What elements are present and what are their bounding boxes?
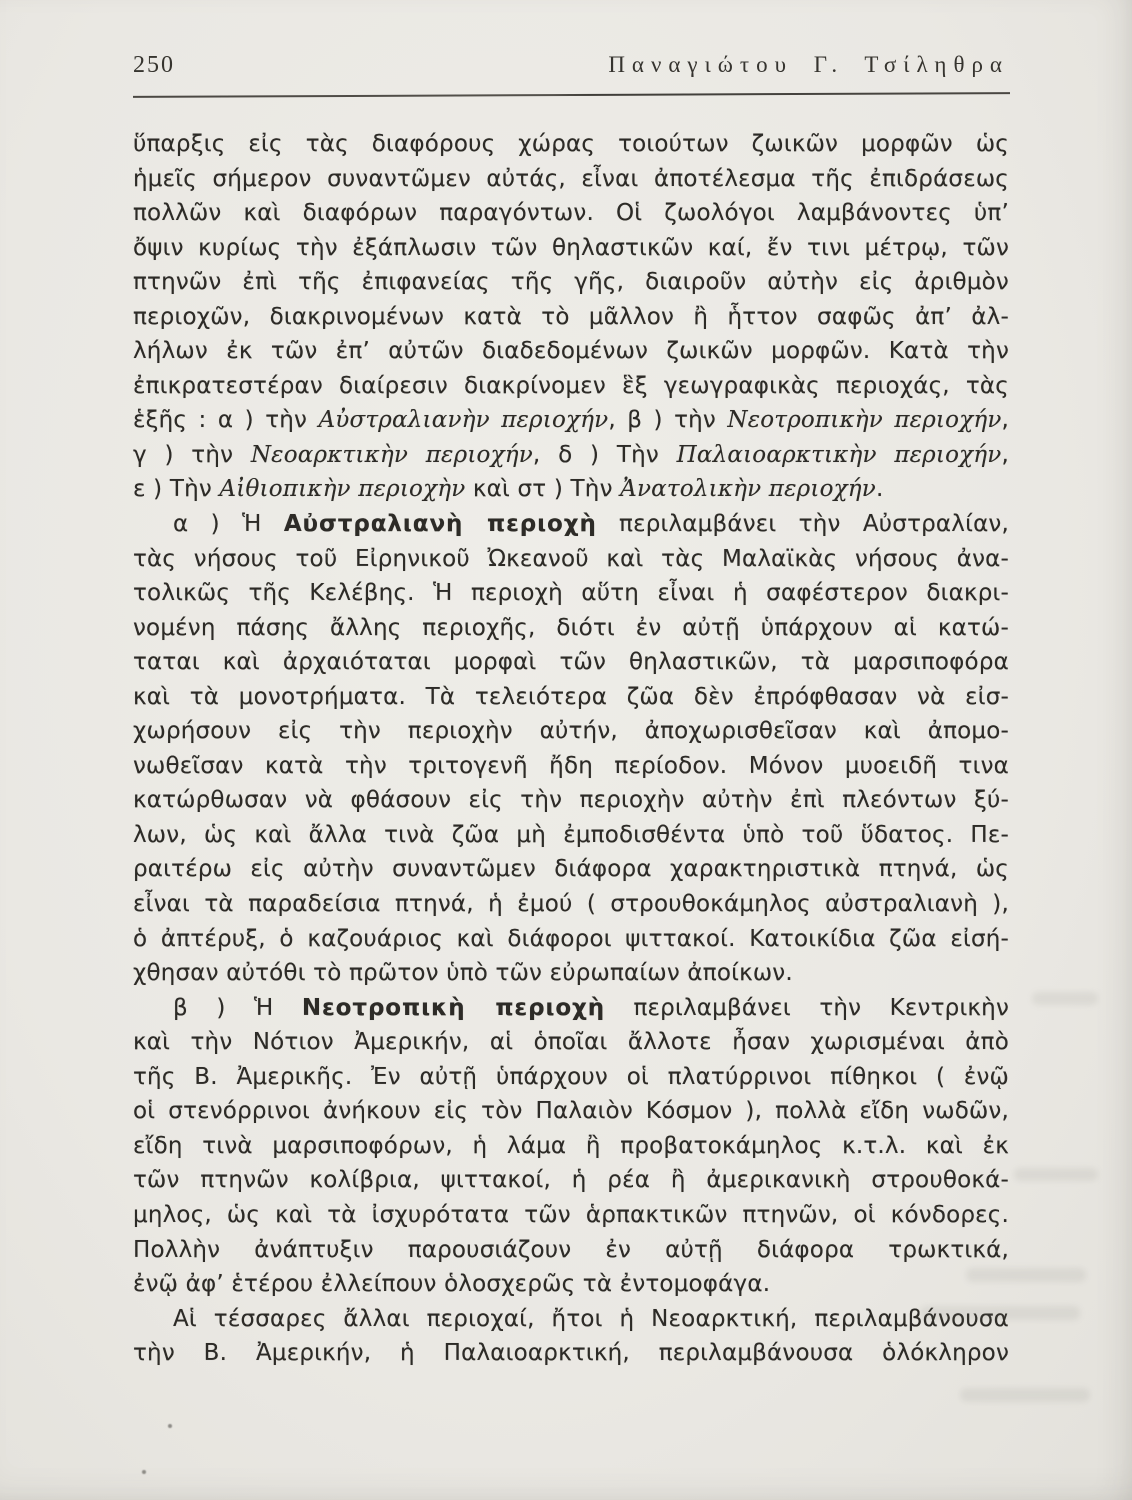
body-text: χωρήσουν εἰς τὴν περιοχὴν αὐτήν, ἀποχωρισθεῖσαν καὶ ἀπομο- xyxy=(133,718,1009,745)
body-text: Πολλὴν ἀνάπτυξιν παρουσιάζουν ἐν αὐτῇ διάφορα τρωκτικά, xyxy=(133,1236,1009,1263)
body-text: περιοχῶν, διακρινομένων κατὰ τὸ μᾶλλον ἢ ἧττον σαφῶς ἀπ’ ἀλ- xyxy=(133,303,1009,330)
body-text: Αἱ τέσσαρες ἄλλαι περιοχαί, ἤτοι ἡ Νεοαρκτική, περιλαμβάνουσα xyxy=(173,1305,1009,1332)
page-header xyxy=(133,52,1009,79)
body-text: νωθεῖσαν κατὰ τὴν τριτογενῆ ἤδη περίοδον. Μόνον μυοειδῆ τινα xyxy=(133,752,1009,779)
body-text: καὶ τὰ μονοτρήματα. Τὰ τελειότερα ζῶα δὲν ἐπρόφθασαν νὰ εἰσ- xyxy=(133,683,1009,710)
text-line xyxy=(133,922,1009,957)
region-name-italic: Ἀνατολικὴν περιοχήν xyxy=(620,476,876,503)
text-line xyxy=(133,300,1009,335)
text-line xyxy=(133,991,1009,1026)
body-text: τῆς Β. Ἀμερικῆς. Ἐν αὐτῇ ὑπάρχουν οἱ πλατύρρινοι πίθηκοι ( ἐνῷ xyxy=(133,1063,1009,1090)
bleedthrough-smudge xyxy=(1014,1168,1098,1181)
body-text: τολικῶς τῆς Κελέβης. Ἡ περιοχὴ αὕτη εἶναι ἡ σαφέστερον διακρι- xyxy=(133,580,1009,607)
body-text: β ) Ἡ xyxy=(173,994,302,1021)
scan-speck xyxy=(142,1470,146,1474)
body-text: ἑξῆς : α ) τὴν xyxy=(133,407,319,434)
text-line xyxy=(133,1129,1009,1164)
body-text: λήλων ἐκ τῶν ἐπ’ αὐτῶν διαδεδομένων ζωικῶν μορφῶν. Κατὰ τὴν xyxy=(133,338,1009,365)
body-text: ἐνῷ ἀφ’ ἑτέρου ἐλλείπουν ὁλοσχερῶς τὰ ἐντομοφάγα. xyxy=(133,1271,771,1298)
text-line xyxy=(133,1094,1009,1129)
body-text: λων, ὡς καὶ ἄλλα τινὰ ζῶα μὴ ἐμποδισθέντα ὑπὸ τοῦ ὕδατος. Πε- xyxy=(133,821,1009,848)
region-heading-bold: Αὐστραλιανὴ περιοχὴ xyxy=(283,511,597,538)
body-text: τὴν Β. Ἀμερικήν, ἡ Παλαιοαρκτική, περιλαμβάνουσα ὁλόκληρον xyxy=(133,1340,1009,1367)
body-text: , β ) τὴν xyxy=(608,407,728,434)
text-line xyxy=(133,1302,1009,1337)
text-line xyxy=(133,403,1009,438)
text-line xyxy=(133,265,1009,300)
body-text: καὶ τὴν Νότιον Ἀμερικήν, αἱ ὁποῖαι ἄλλοτε ἦσαν χωρισμέναι ἀπὸ xyxy=(133,1029,1009,1056)
body-text: . xyxy=(875,476,884,503)
text-line xyxy=(133,369,1009,404)
text-line xyxy=(133,1233,1009,1268)
body-text: νομένη πάσης ἄλλης περιοχῆς, διότι ἐν αὐτῇ ὑπάρχουν αἱ κατώ- xyxy=(133,614,1009,641)
body-text: , xyxy=(1001,441,1009,468)
text-line xyxy=(133,576,1009,611)
region-name-italic: Νεοαρκτικὴν περιοχήν xyxy=(250,441,533,468)
body-text: ὄψιν κυρίως τὴν ἐξάπλωσιν τῶν θηλαστικῶν καί, ἔν τινι μέτρῳ, τῶν xyxy=(133,234,1009,261)
region-name-italic: Αἰθιοπικὴν περιοχὴν xyxy=(219,476,466,503)
text-line xyxy=(133,852,1009,887)
text-line xyxy=(133,611,1009,646)
text-line xyxy=(133,645,1009,680)
running-title: Παναγιώτου Γ. Τσίληθρα xyxy=(608,52,1009,77)
body-text: εἶναι τὰ παραδείσια πτηνά, ἡ ἐμού ( στρουθοκάμηλος αὐστραλιανὴ ), xyxy=(133,891,1009,918)
text-line xyxy=(133,1025,1009,1060)
text-line xyxy=(133,714,1009,749)
body-text: περιλαμβάνει τὴν Αὐστραλίαν, xyxy=(596,511,1009,538)
body-text: πολλῶν καὶ διαφόρων παραγόντων. Οἱ ζωολόγοι λαμβάνοντες ὑπ’ xyxy=(133,200,1009,227)
body-text: α ) Ἡ xyxy=(173,511,284,538)
body-text: ἐπικρατεστέραν διαίρεσιν διακρίνομεν ἓξ γεωγραφικὰς περιοχάς, τὰς xyxy=(133,372,1009,399)
text-line xyxy=(133,1267,1009,1302)
text-line xyxy=(133,680,1009,715)
body-text: ταται καὶ ἀρχαιόταται μορφαὶ τῶν θηλαστικῶν, τὰ μαρσιποφόρα xyxy=(133,649,1009,676)
text-line xyxy=(133,1198,1009,1233)
body-text: ἡμεῖς σήμερον συναντῶμεν αὐτάς, εἶναι ἀποτέλεσμα τῆς ἐπιδράσεως xyxy=(133,165,1009,192)
body-text: γ ) τὴν xyxy=(133,441,251,468)
body-text: πτηνῶν ἐπὶ τῆς ἐπιφανείας τῆς γῆς, διαιροῦν αὐτὴν εἰς ἀριθμὸν xyxy=(133,269,1009,296)
body-text: , xyxy=(1001,407,1010,434)
bleedthrough-smudge xyxy=(966,1268,1086,1282)
body-text: εἴδη τινὰ μαρσιποφόρων, ἡ λάμα ἢ προβατοκάμηλος κ.τ.λ. καὶ ἐκ xyxy=(133,1132,1009,1159)
body-text: μηλος, ὡς καὶ τὰ ἰσχυρότατα τῶν ἁρπακτικῶν πτηνῶν, οἱ κόνδορες. xyxy=(133,1201,1009,1228)
body-text: τὰς νήσους τοῦ Εἰρηνικοῦ Ὠκεανοῦ καὶ τὰς Μαλαϊκὰς νήσους ἀνα- xyxy=(133,545,1009,572)
text-line xyxy=(133,1060,1009,1095)
body-text: ὁ ἀπτέρυξ, ὁ καζουάριος καὶ διάφοροι ψιττακοί. Κατοικίδια ζῶα εἰσή- xyxy=(133,925,1009,952)
body-text: ραιτέρω εἰς αὐτὴν συναντῶμεν διάφορα χαρακτηριστικὰ πτηνά, ὡς xyxy=(133,856,1009,883)
body-text: ε ) Τὴν xyxy=(133,476,220,503)
region-name-italic: Αὐστραλιανὴν περιοχήν xyxy=(318,407,609,434)
scan-speck xyxy=(168,1424,172,1428)
text-line xyxy=(133,472,1009,507)
text-line xyxy=(133,196,1009,231)
text-line xyxy=(133,507,1009,542)
text-line xyxy=(133,956,1009,991)
body-text: χθησαν αὐτόθι τὸ πρῶτον ὑπὸ τῶν εὐρωπαίων ἀποίκων. xyxy=(133,960,793,987)
text-line xyxy=(133,127,1009,162)
text-line xyxy=(133,783,1009,818)
body-text: , δ ) Τὴν xyxy=(532,441,677,468)
region-name-italic: Νεοτροπικὴν περιοχήν xyxy=(727,407,1002,434)
text-line xyxy=(133,542,1009,577)
bleedthrough-smudge xyxy=(920,1306,1080,1320)
text-line xyxy=(133,749,1009,784)
text-line xyxy=(133,334,1009,369)
text-line xyxy=(133,1163,1009,1198)
text-line xyxy=(133,438,1009,473)
header-rule xyxy=(133,92,1010,98)
body-text: τῶν πτηνῶν κολίβρια, ψιττακοί, ἡ ρέα ἢ ἀμερικανικὴ στρουθοκά- xyxy=(133,1167,1009,1194)
body-text: ὕπαρξις εἰς τὰς διαφόρους χώρας τοιούτων ζωικῶν μορφῶν ὡς xyxy=(133,131,1009,157)
text-line xyxy=(133,818,1009,853)
text-line xyxy=(133,1336,1009,1371)
body-text: καὶ στ ) Τὴν xyxy=(465,476,621,503)
text-line xyxy=(133,231,1009,266)
text-line xyxy=(133,162,1009,197)
body-text: οἱ στενόρρινοι ἀνήκουν εἰς τὸν Παλαιὸν Κόσμον ), πολλὰ εἴδη νωδῶν, xyxy=(133,1098,1009,1125)
region-heading-bold: Νεοτροπικὴ περιοχὴ xyxy=(301,994,606,1021)
text-block xyxy=(133,127,1009,1371)
bleedthrough-smudge xyxy=(1032,992,1098,1005)
body-text: κατώρθωσαν νὰ φθάσουν εἰς τὴν περιοχὴν αὐτὴν ἐπὶ πλεόντων ξύ- xyxy=(133,787,1009,814)
page-number: 250 xyxy=(133,52,175,78)
text-line xyxy=(133,887,1009,922)
body-text: περιλαμβάνει τὴν Κεντρικὴν xyxy=(605,994,1010,1021)
region-name-italic: Παλαιοαρκτικὴν περιοχήν xyxy=(676,441,1002,468)
bleedthrough-smudge xyxy=(960,1388,1090,1402)
